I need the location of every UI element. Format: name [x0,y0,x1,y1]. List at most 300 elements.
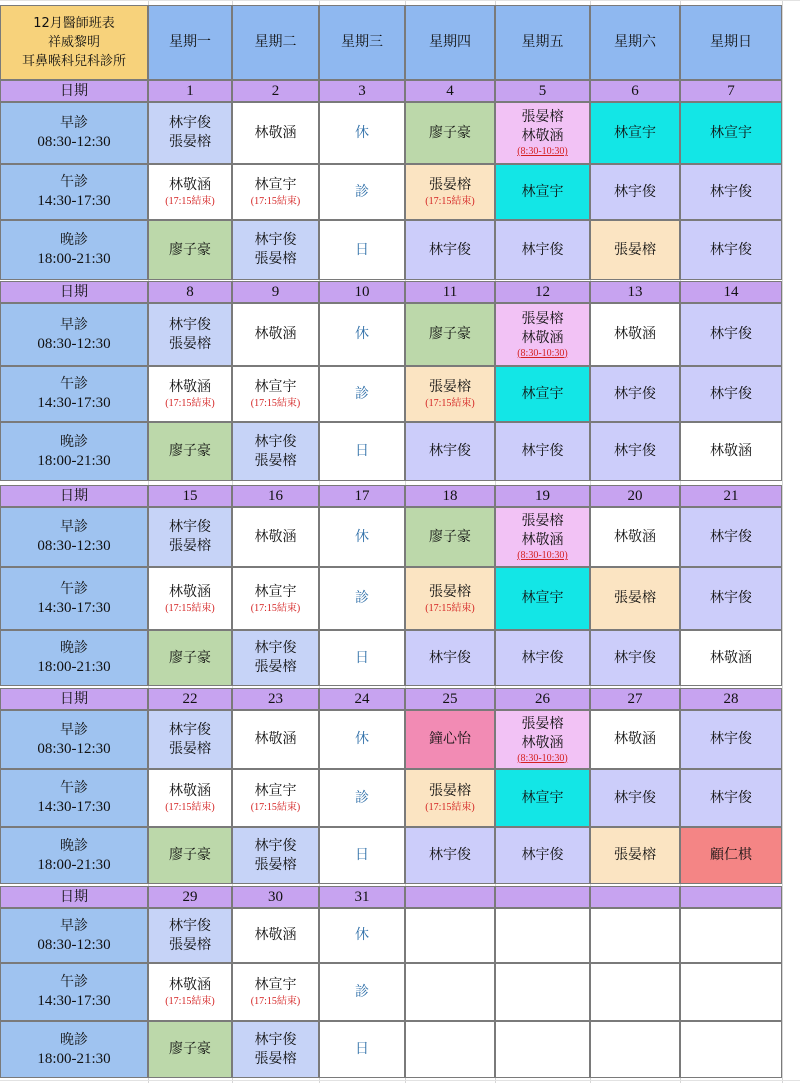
shift-note: (17:15結束) [250,602,301,614]
session-time: 08:30-12:30 [37,740,111,757]
shift-cell [680,630,782,686]
date-cell [405,886,495,908]
date-label-text: 日期 [60,82,88,99]
sheet-gridline [0,0,800,1]
empty-cell [680,1021,782,1078]
session-name: 晚診 [60,232,88,248]
date-number: 13 [627,283,643,300]
date-cell [405,688,495,710]
date-number: 4 [446,82,454,99]
date-cell [319,886,405,908]
date-number: 31 [354,888,370,905]
session-label-afternoon [0,963,148,1021]
doctor-name: 張晏榕 [254,1050,297,1067]
shift-cell [680,164,782,220]
shift-cell [680,769,782,827]
doctor-name: 林宇俊 [429,847,471,863]
date-number: 8 [186,283,194,300]
doctor-name: 林敬涵 [254,528,297,545]
shift-note: (17:15結束) [165,196,215,207]
doctor-name: 林敬涵 [254,927,297,943]
session-name: 晚診 [60,433,88,450]
date-cell [495,80,590,102]
shift-cell [148,102,232,164]
closed-marker: 休 [355,326,369,342]
doctor-name: 林敬涵 [614,731,656,747]
doctor-name: 張晏榕 [254,452,297,469]
date-number: 29 [182,888,198,905]
date-number: 26 [535,690,550,707]
session-time: 14:30-17:30 [37,799,111,815]
shift-cell [405,567,495,630]
date-number: 5 [538,82,547,99]
session-time: 18:00-21:30 [37,659,111,675]
shift-cell [319,827,405,884]
session-time: 18:00-21:30 [37,1050,111,1067]
shift-cell [405,164,495,220]
doctor-name: 林宇俊 [710,326,752,342]
doctor-name: 張晏榕 [614,241,656,258]
session-name: 晚診 [60,640,88,656]
date-cell [405,281,495,303]
doctor-name: 廖子豪 [429,326,471,342]
doctor-name: 林宇俊 [614,789,656,806]
shift-cell [232,908,319,963]
session-label-evening [0,1021,148,1078]
closed-marker: 診 [355,590,369,606]
shift-note: (8:30-10:30) [517,347,568,359]
doctor-name: 廖子豪 [429,528,471,545]
shift-cell [590,827,680,884]
date-cell [680,688,782,710]
shift-cell [495,827,590,884]
session-name: 早診 [60,316,88,333]
doctor-name: 張晏榕 [254,659,297,675]
date-number: 16 [268,487,283,504]
session-name: 早診 [60,721,88,738]
shift-cell [148,422,232,481]
date-cell [405,80,495,102]
date-number: 14 [723,283,739,300]
doctor-name: 張晏榕 [254,251,297,267]
shift-cell [495,220,590,280]
shift-cell [148,164,232,220]
shift-cell [590,102,680,164]
day-header-label: 星期四 [429,34,471,50]
session-time: 08:30-12:30 [37,936,111,953]
shift-cell [590,220,680,280]
shift-cell [495,102,590,164]
date-number: 24 [354,690,370,707]
day-header-tuesday [232,5,319,80]
shift-cell [232,827,319,884]
shift-cell [232,366,319,422]
empty-cell [495,1021,590,1078]
shift-cell [232,1021,319,1078]
shift-cell [148,908,232,963]
doctor-name: 張晏榕 [521,109,564,125]
closed-marker: 診 [355,983,369,1000]
shift-cell [232,630,319,686]
doctor-name: 林敬涵 [169,177,211,193]
date-number: 3 [358,82,366,99]
empty-cell [590,963,680,1021]
session-time: 18:00-21:30 [37,452,111,469]
shift-cell [232,164,319,220]
date-row-label [0,688,148,710]
doctor-name: 林宇俊 [710,590,752,606]
session-time: 18:00-21:30 [37,251,111,267]
closed-marker: 診 [355,183,369,200]
date-cell [319,485,405,507]
day-header-label: 星期三 [341,34,383,50]
date-number: 10 [354,283,370,300]
doctor-name: 林宣宇 [254,177,297,193]
day-header-label: 星期一 [169,34,211,50]
doctor-name: 林宇俊 [429,649,471,666]
date-cell [680,80,782,102]
doctor-name: 林敬涵 [614,326,656,342]
schedule-title-line-2: 祥威黎明 [47,35,100,50]
closed-marker: 休 [355,124,369,141]
shift-note: (17:15結束) [425,196,475,207]
doctor-name: 林宇俊 [169,917,211,934]
shift-cell [405,630,495,686]
shift-note: (17:15結束) [250,398,301,409]
shift-cell [319,1021,405,1078]
session-time: 14:30-17:30 [37,193,111,209]
closed-marker: 日 [355,443,369,459]
shift-cell [495,769,590,827]
doctor-name: 廖子豪 [169,241,211,258]
doctor-name: 林宇俊 [710,789,752,806]
session-label-evening [0,220,148,280]
session-label-afternoon [0,769,148,827]
shift-cell [405,366,495,422]
shift-note: (8:30-10:30) [517,752,568,764]
doctor-name: 林宣宇 [254,583,297,600]
session-time: 08:30-12:30 [37,335,111,352]
shift-cell [680,710,782,769]
date-cell [495,688,590,710]
doctor-name: 林宇俊 [254,837,297,854]
closed-marker: 休 [355,927,369,943]
date-number: 18 [442,487,458,504]
date-cell [590,281,680,303]
doctor-name: 張晏榕 [429,783,471,799]
doctor-name: 張晏榕 [169,740,211,757]
shift-cell [232,507,319,567]
shift-cell [405,422,495,481]
doctor-name: 張晏榕 [521,513,564,529]
day-header-label: 星期二 [254,34,297,50]
date-number: 22 [182,690,198,707]
day-header-sunday [680,5,782,80]
shift-note: (17:15結束) [250,196,301,207]
shift-note: (17:15結束) [165,398,215,409]
shift-note: (17:15結束) [165,602,215,614]
shift-cell [232,220,319,280]
shift-cell [680,366,782,422]
session-name: 午診 [60,580,88,597]
shift-cell [319,102,405,164]
date-row-label [0,281,148,303]
doctor-name: 廖子豪 [169,1041,211,1057]
closed-marker: 診 [355,789,369,806]
shift-cell [319,366,405,422]
shift-cell [319,422,405,481]
doctor-name: 林宇俊 [254,1031,297,1048]
shift-cell [495,366,590,422]
doctor-name: 林宇俊 [710,385,752,402]
shift-cell [590,164,680,220]
shift-cell [405,827,495,884]
doctor-name: 廖子豪 [169,649,211,666]
session-label-morning [0,303,148,366]
doctor-name: 林敬涵 [254,326,297,342]
doctor-name: 張晏榕 [254,856,297,873]
doctor-name: 廖子豪 [169,847,211,863]
shift-cell [232,710,319,769]
doctor-name: 林宣宇 [521,789,564,806]
doctor-name: 林敬涵 [169,783,211,799]
doctor-name: 林敬涵 [710,649,752,666]
date-cell [495,886,590,908]
shift-cell [319,630,405,686]
session-time: 14:30-17:30 [37,993,111,1009]
date-cell [232,688,319,710]
session-label-afternoon [0,567,148,630]
doctor-name: 林宣宇 [254,379,297,395]
shift-cell [680,422,782,481]
shift-cell [232,769,319,827]
shift-cell [232,102,319,164]
session-name: 午診 [60,780,88,796]
closed-marker: 日 [355,649,369,666]
doctor-name: 林宇俊 [710,241,752,258]
doctor-name: 林宇俊 [614,183,656,200]
shift-cell [405,303,495,366]
date-cell [590,485,680,507]
doctor-name: 林宇俊 [429,241,471,258]
date-number: 25 [442,690,458,707]
doctor-name: 林宇俊 [169,519,211,535]
date-number: 17 [354,487,370,504]
day-header-monday [148,5,232,80]
shift-note: (17:15結束) [165,802,215,813]
empty-cell [495,908,590,963]
date-label-text: 日期 [60,690,88,707]
session-name: 午診 [60,174,88,190]
date-number: 19 [535,487,550,504]
session-label-morning [0,102,148,164]
doctor-name: 林宣宇 [254,977,297,993]
closed-marker: 休 [355,528,369,545]
shift-cell [680,507,782,567]
empty-cell [590,908,680,963]
shift-cell [495,710,590,769]
doctor-name: 林宇俊 [614,443,656,459]
shift-cell [148,1021,232,1078]
day-header-label: 星期六 [614,34,656,50]
shift-note: (17:15結束) [250,996,301,1007]
date-cell [680,281,782,303]
shift-note: (17:15結束) [425,602,475,614]
date-cell [148,80,232,102]
doctor-name: 張晏榕 [521,310,564,327]
shift-cell [405,769,495,827]
session-label-afternoon [0,164,148,220]
shift-cell [590,422,680,481]
shift-cell [680,102,782,164]
shift-note: (17:15結束) [165,996,215,1007]
shift-cell [405,507,495,567]
shift-cell [319,963,405,1021]
shift-note: (8:30-10:30) [517,550,568,561]
session-time: 18:00-21:30 [37,856,111,873]
shift-cell [148,303,232,366]
doctor-name: 林敬涵 [169,583,211,600]
closed-marker: 診 [355,385,369,402]
doctor-name: 張晏榕 [169,936,211,953]
date-number: 27 [627,690,643,707]
doctor-name: 林敬涵 [521,329,564,346]
doctor-name: 林宇俊 [614,649,656,666]
day-header-wednesday [319,5,405,80]
doctor-name: 林宇俊 [254,433,297,450]
doctor-name: 林敬涵 [254,124,297,141]
shift-cell [148,827,232,884]
date-number: 12 [535,283,550,300]
doctor-name: 林宣宇 [521,385,564,402]
session-name: 早診 [60,115,88,131]
date-cell [148,485,232,507]
empty-cell [495,963,590,1021]
session-label-afternoon [0,366,148,422]
date-number: 7 [727,82,735,99]
shift-cell [319,769,405,827]
doctor-name: 林宇俊 [710,183,752,200]
date-number: 6 [631,82,639,99]
doctor-name: 林宇俊 [169,115,211,131]
date-cell [405,485,495,507]
empty-cell [405,963,495,1021]
doctor-name: 林宇俊 [614,385,656,402]
session-name: 午診 [60,376,88,392]
doctor-name: 張晏榕 [169,335,211,352]
doctor-name: 廖子豪 [169,443,211,459]
shift-note: (17:15結束) [250,802,301,813]
shift-cell [495,507,590,567]
shift-note: (8:30-10:30) [517,146,568,157]
doctor-name: 林宇俊 [254,640,297,656]
doctor-name: 張晏榕 [614,847,656,863]
shift-cell [680,827,782,884]
doctor-name: 林宣宇 [710,124,752,141]
shift-cell [319,303,405,366]
doctor-name: 張晏榕 [521,715,564,732]
shift-cell [148,963,232,1021]
doctor-name: 林敬涵 [169,977,211,993]
date-number: 11 [442,283,458,300]
doctor-name: 廖子豪 [429,124,471,141]
empty-cell [590,1021,680,1078]
date-number: 23 [268,690,283,707]
doctor-name: 張晏榕 [429,177,471,193]
shift-cell [148,567,232,630]
date-number: 2 [271,82,280,99]
day-header-label: 星期日 [710,34,752,50]
doctor-name: 林宇俊 [169,316,211,333]
doctor-name: 林宇俊 [710,731,752,747]
shift-cell [590,507,680,567]
doctor-name: 林敬涵 [521,128,564,144]
date-number: 15 [182,487,198,504]
shift-cell [495,422,590,481]
session-time: 08:30-12:30 [37,134,111,150]
shift-note: (17:15結束) [425,398,475,409]
shift-cell [148,630,232,686]
doctor-name: 林宣宇 [614,124,656,141]
date-row-label [0,886,148,908]
doctor-name: 張晏榕 [614,590,656,606]
date-cell [232,281,319,303]
date-cell [680,886,782,908]
session-name: 早診 [60,917,88,934]
shift-cell [405,220,495,280]
schedule-title [0,5,148,80]
date-cell [680,485,782,507]
doctor-name: 鐘心怡 [429,731,471,747]
shift-cell [148,366,232,422]
day-header-thursday [405,5,495,80]
shift-cell [232,422,319,481]
doctor-name: 林宣宇 [254,783,297,799]
date-number: 28 [723,690,739,707]
shift-cell [590,303,680,366]
date-cell [590,688,680,710]
session-name: 晚診 [60,1031,88,1048]
session-label-morning [0,507,148,567]
shift-cell [495,630,590,686]
doctor-name: 林宇俊 [521,443,564,459]
shift-cell [680,220,782,280]
shift-cell [148,220,232,280]
session-name: 晚診 [60,837,88,854]
date-cell [590,886,680,908]
empty-cell [405,1021,495,1078]
date-row-label [0,80,148,102]
session-time: 08:30-12:30 [37,538,111,554]
doctor-name: 林敬涵 [521,532,564,548]
date-cell [232,80,319,102]
doctor-name: 林敬涵 [521,734,564,751]
shift-cell [590,366,680,422]
shift-cell [148,507,232,567]
date-cell [495,281,590,303]
doctor-name: 林敬涵 [710,443,752,459]
day-header-label: 星期五 [521,34,564,50]
date-cell [590,80,680,102]
doctor-name: 林宇俊 [710,528,752,545]
empty-cell [680,963,782,1021]
shift-note: (17:15結束) [425,802,475,813]
shift-cell [590,769,680,827]
session-label-morning [0,710,148,769]
date-label-text: 日期 [60,283,88,300]
shift-cell [590,567,680,630]
date-label-text: 日期 [60,487,88,504]
